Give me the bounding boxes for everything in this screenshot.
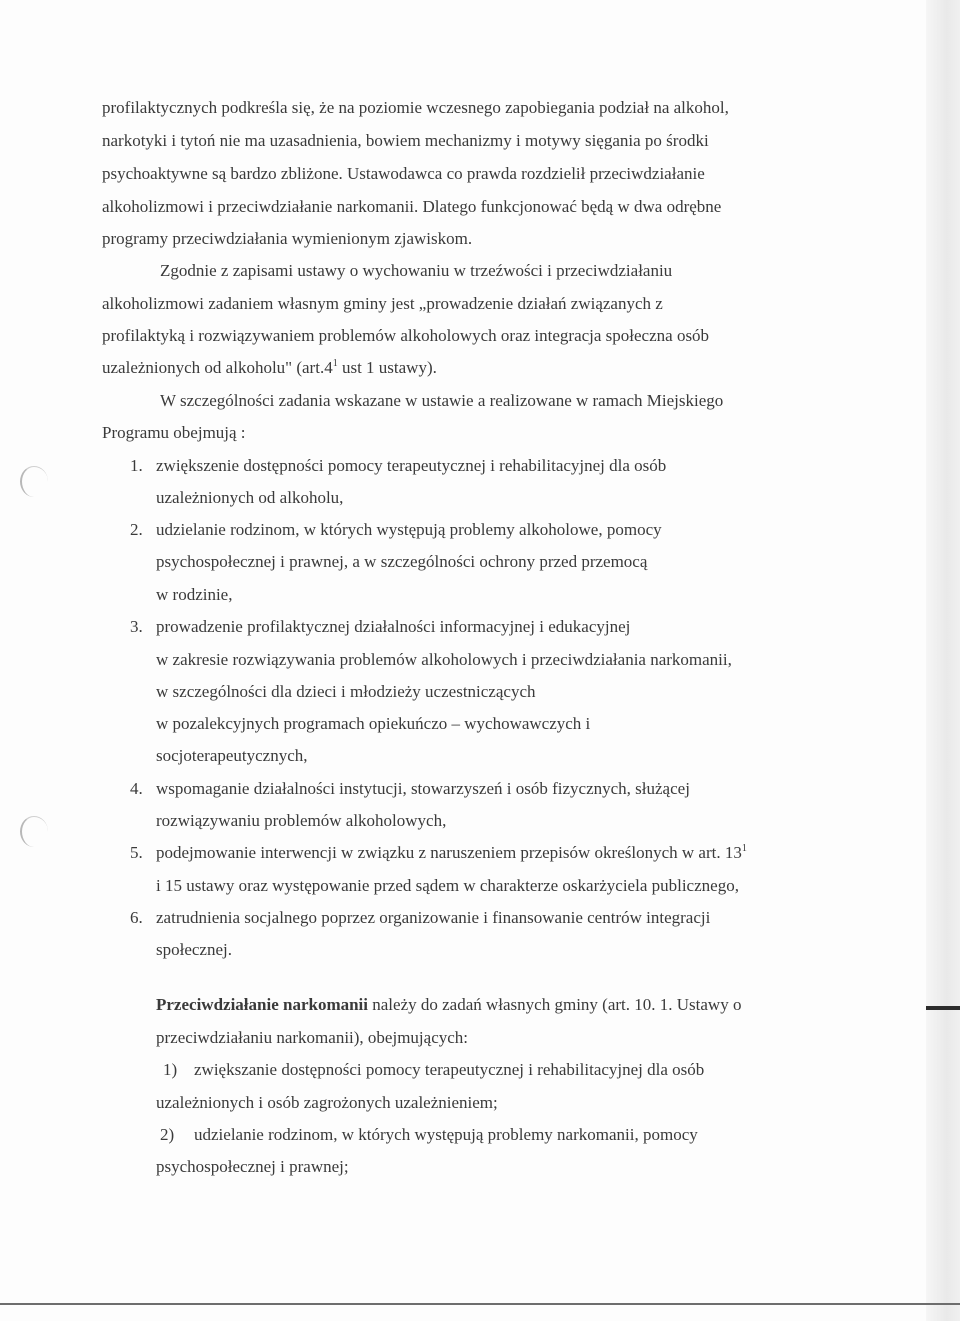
list-item-line: społecznej. bbox=[156, 940, 232, 959]
scan-mark bbox=[926, 1006, 960, 1010]
list-item-line: zwiększanie dostępności pomocy terapeutycznej i rehabilitacyjnej dla osób bbox=[194, 1060, 705, 1079]
paragraph-line: profilaktycznych podkreśla się, że na poziomie wczesnego zapobiegania podział na alkohol, bbox=[102, 98, 729, 117]
list-item-line: w szczególności dla dzieci i młodzieży uczestniczących bbox=[156, 682, 536, 701]
list-item-line: i 15 ustawy oraz występowanie przed sądem w charakterze oskarżyciela publicznego, bbox=[156, 876, 739, 895]
paragraph-line: W szczególności zadania wskazane w ustawie a realizowane w ramach Miejskiego bbox=[160, 391, 724, 410]
paragraph-line: narkotyki i tytoń nie ma uzasadnienia, bowiem mechanizmy i motywy sięgania po środki bbox=[102, 131, 709, 150]
list-number: 3. bbox=[130, 617, 143, 636]
paragraph-line: psychoaktywne są bardzo zbliżone. Ustawodawca co prawda rozdzielił przeciwdziałanie bbox=[102, 164, 705, 183]
list-number: 1) bbox=[163, 1060, 178, 1079]
list-item-line: uzależnionych i osób zagrożonych uzależnieniem; bbox=[156, 1093, 498, 1112]
list-item-line: udzielanie rodzinom, w których występują problemy alkoholowe, pomocy bbox=[156, 520, 662, 539]
paragraph-line: alkoholizmowi i przeciwdziałanie narkomanii. Dlatego funkcjonować będą w dwa odrębne bbox=[102, 197, 722, 216]
paragraph-line: profilaktyką i rozwiązywaniem problemów alkoholowych oraz integracja społeczna osób bbox=[102, 326, 710, 345]
list-item-line: w pozalekcyjnych programach opiekuńczo – wychowawczych i bbox=[156, 714, 591, 733]
list-item-line: psychospołecznej i prawnej; bbox=[156, 1157, 349, 1176]
list-item-line: podejmowanie interwencji w związku z naruszeniem przepisów określonych w art. $13^1$ bbox=[156, 843, 747, 862]
list-item-line: rozwiązywaniu problemów alkoholowych, bbox=[156, 811, 447, 830]
list-item-line: w zakresie rozwiązywania problemów alkoholowych i przeciwdziałania narkomanii, bbox=[156, 650, 732, 669]
list-number: 2) bbox=[160, 1125, 175, 1144]
list-item-line: uzależnionych od alkoholu, bbox=[156, 488, 344, 507]
paragraph-line: uzależnionych od alkoholu" ($art.4^1$ ust 1 ustawy). bbox=[102, 358, 437, 377]
list-item-line: zatrudnienia socjalnego poprzez organizowanie i finansowanie centrów integracji bbox=[156, 908, 711, 927]
list-item-line: socjoterapeutycznych, bbox=[156, 746, 308, 765]
punch-hole-mark bbox=[20, 466, 48, 497]
paragraph-line: Programu obejmują : bbox=[102, 423, 246, 442]
scan-bottom-line bbox=[0, 1303, 960, 1305]
list-number: 2. bbox=[130, 520, 143, 539]
list-number: 5. bbox=[130, 843, 143, 862]
list-item-line: psychospołecznej i prawnej, a w szczególności ochrony przed przemocą bbox=[156, 552, 648, 571]
list-item-line: prowadzenie profilaktycznej działalności informacyjnej i edukacyjnej bbox=[156, 617, 631, 636]
list-item-line: w rodzinie, bbox=[156, 585, 233, 604]
list-item-line: udzielanie rodzinom, w których występują problemy narkomanii, pomocy bbox=[194, 1125, 698, 1144]
list-item-line: wspomaganie działalności instytucji, stowarzyszeń i osób fizycznych, służącej bbox=[156, 779, 690, 798]
section-heading: Przeciwdziałanie narkomanii bbox=[156, 995, 369, 1014]
paragraph-line: Przeciwdziałanie narkomanii należy do zadań własnych gminy (art. 10. 1. Ustawy o bbox=[156, 995, 742, 1014]
list-number: 1. bbox=[130, 456, 143, 475]
paragraph-line: Zgodnie z zapisami ustawy o wychowaniu w trzeźwości i przeciwdziałaniu bbox=[160, 261, 673, 280]
paragraph-line: programy przeciwdziałania wymienionym zjawiskom. bbox=[102, 229, 473, 248]
list-number: 6. bbox=[130, 908, 143, 927]
paragraph-line: alkoholizmowi zadaniem własnym gminy jest „prowadzenie działań związanych z bbox=[102, 294, 663, 313]
scan-edge bbox=[926, 0, 960, 1321]
punch-hole-mark bbox=[20, 816, 48, 847]
paragraph-line: przeciwdziałaniu narkomanii), obejmujących: bbox=[156, 1028, 469, 1047]
list-item-line: zwiększenie dostępności pomocy terapeutycznej i rehabilitacyjnej dla osób bbox=[156, 456, 667, 475]
list-number: 4. bbox=[130, 779, 143, 798]
